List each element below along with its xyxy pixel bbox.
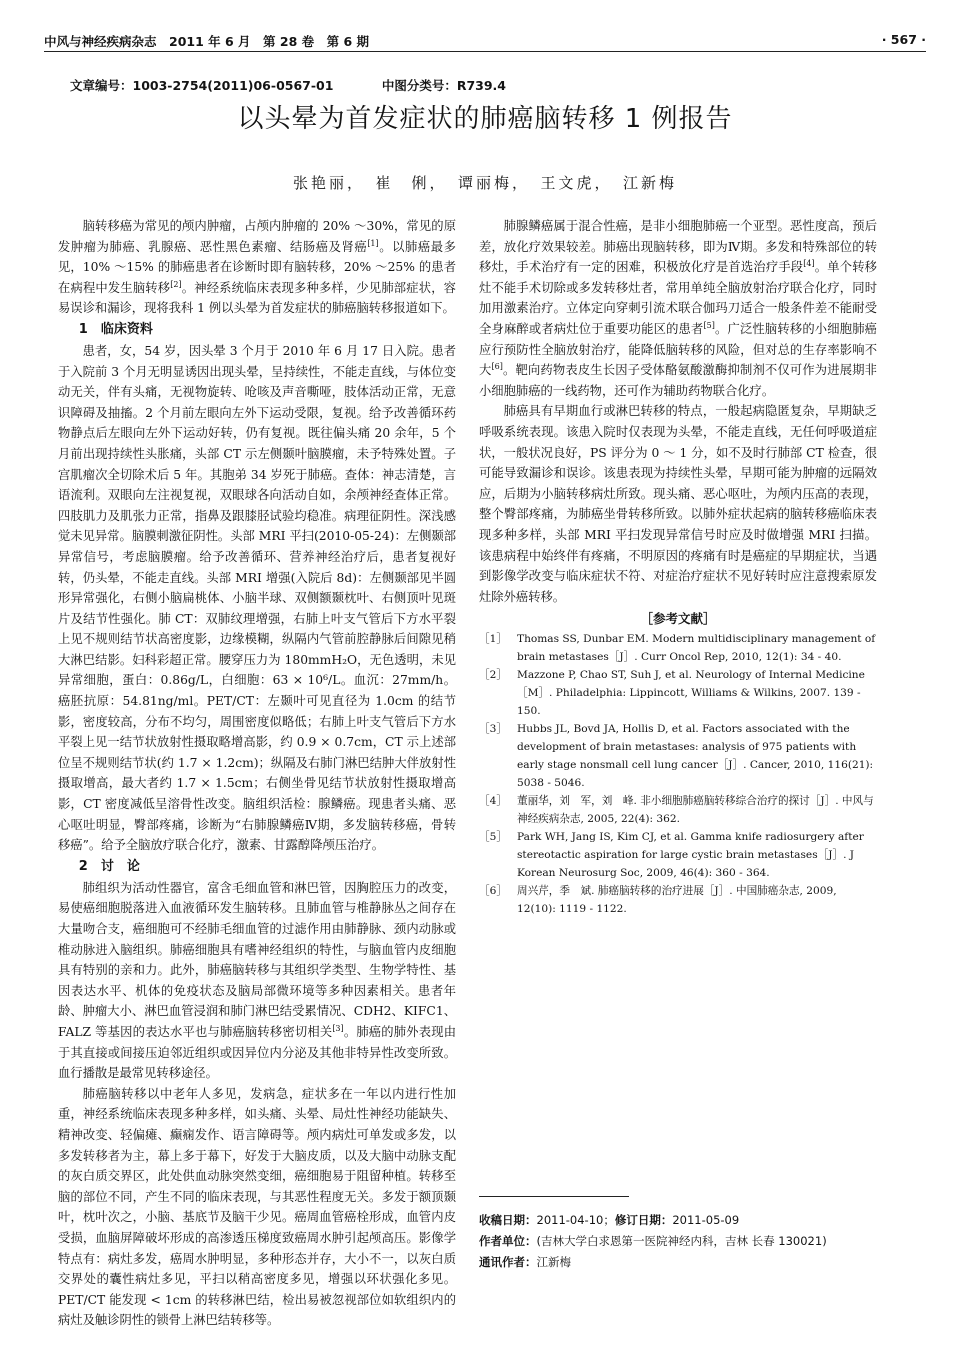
reference-item [479,792,877,828]
citation-marker: [5] [703,320,715,330]
affiliation-label: 作者单位： [479,1234,537,1248]
reference-item [479,882,877,918]
section-heading-clinical: 1 临床资料 [78,321,153,337]
citation-marker: [1] [367,238,379,248]
discussion-paragraph-1: 肺组织为活动性器官，富含毛细血管和淋巴管，因胸腔压力的改变，易使癌细胞脱落进入血液循环发生脑转移。且肺血管与椎静脉丛之间存在大量吻合支，癌细胞可不经肺毛细血管的过滤作用由肺静脉、颈内动脉或椎动脉进入脑组织。肺癌细胞具有嗜神经组织的特性，与脑血管内皮细胞具有特别的亲和力。此外，肺癌脑转移与其组织学类型、生物学特性、基因表达水平、机体的免疫状态及脑局部微环境等多种因素相关。患者年龄、肿瘤大小、淋巴血管浸润和肺门淋巴结受累情况、CDH2、KIFC1、FALZ 等基因的表达水平也与肺癌脑转移密切相关[3]。肺癌的肺外表现由于其直接或间接压迫邻近组织或因异位内分泌及其他非特异性改变所致。血行播散是最常见转移途径。 [58,880,456,1081]
discussion-paragraph-4: 肺癌具有早期血行或淋巴转移的特点，一般起病隐匿复杂，早期缺乏呼吸系统表现。该患入院时仅表现为头晕，不能走直线，无任何呼吸道症状，一般状况良好，PS 评分为 0 ～ 1 分，如不及时行肺部 CT 检查，很可能导致漏诊和误诊。该患表现为持续性头晕，早期可能为肿瘤的远隔效应，后期为小脑转移病灶所致。现头痛、恶心呕吐，为颅内压高的表现，整个臀部疼痛，为肺癌坐骨转移所致。以肺外症状起病的脑转移癌临床表现多种多样，头部 MRI 平扫发现异常信号时应及时做增强 MRI 扫描。该患病程中始终伴有疼痛，不明原因的疼痛有时是癌症的早期症状，当遇到影像学改变与临床症状不符、对症治疗症状不见好转时应注意搜索原发灶除外癌转移。 [479,404,877,604]
revised-label: 修订日期： [614,1213,673,1227]
article-id: 文章编号：1003-2754(2011)06-0567-01 [70,78,334,93]
footnotes [479,1210,899,1273]
page-number: · 567 · [881,32,926,47]
running-head [44,30,926,50]
reference-number: ［6］ [479,885,507,898]
author-list: 张艳丽， 崔 俐， 谭丽梅， 王文虎， 江新梅 [292,174,677,192]
discussion-paragraph-3: 肺腺鳞癌属于混合性癌，是非小细胞肺癌一个亚型。恶性度高，预后差，放化疗效果较差。肺癌出现脑转移，即为Ⅳ期。多发和特殊部位的转移灶，手术治疗有一定的困难，积极放化疗是首选治疗手段[4]。单个转移灶不能手术切除或多发转移灶者，常用单纯全脑放射治疗联合化疗，同时加用激素治疗。立体定向穿刺引流术联合伽玛刀适合一般条件差不能耐受全身麻醉或者病灶位于重要功能区的患者[5]。广泛性脑转移的小细胞肺癌应行预防性全脑放射治疗，能降低脑转移的风险，但对总的生存率影响不大[6]。靶向药物表皮生长因子受体酪氨酸激酶抑制剂不仅可作为进展期非小细胞肺癌的一线药物，还可作为辅助药物联合化疗。 [479,219,877,398]
reference-number: ［5］ [479,831,507,844]
left-column [58,216,456,1331]
affiliation-line [479,1231,899,1252]
references-heading: ［参考文献］ [640,611,716,627]
reference-item [479,720,877,792]
corresponding-author: 江新梅 [536,1255,571,1269]
reference-item [479,666,877,720]
discussion-paragraph-2: 肺癌脑转移以中老年人多见，发病急，症状多在一年以内进行性加重，神经系统临床表现多种多样，如头痛、头晕、局灶性神经功能缺失、精神改变、轻偏瘫、癫痫发作、语言障碍等。颅内病灶可单发或多发，以多发转移者为主，幕上多于幕下，好发于大脑皮质，以及大脑中动脉支配的灰白质交界区，此处供血动脉突然变细，癌细胞易于阻留种植。转移至脑的部位不同，产生不同的临床表现，与其恶性程度无关。多发于额顶颞叶，枕叶次之，小脑、基底节及脑干少见。癌周血管癌栓形成，血管内皮受损，血脑屏障破坏形成的高渗透压梯度致癌周水肿引起颅高压。影像学特点有：病灶多发，癌周水肿明显，多种形态并存，大小不一，以灰白质交界处的囊性病灶多见，平扫以稍高密度多见，增强以环状强化多见。PET/CT 能发现 < 1cm 的转移淋巴结，检出易被忽视部位如软组织内的病灶及触诊阴性的锁骨上淋巴结转移等。 [58,1086,456,1328]
case-paragraph: 患者，女，54 岁，因头晕 3 个月于 2010 年 6 月 17 日入院。患者于入院前 3 个月无明显诱因出现头晕，呈持续性，不能走直线，与体位变动无关，伴有头痛，无视物旋转、呛咳及声音嘶哑，肢体活动正常，无意识障碍及抽搐。2 个月前左眼向左外下运动受限，复视。给予改善循环药物静点后左眼向左外下运动好转，仍有复视。既往偏头痛 20 余年，5 个月前出现持续性头胀痛，头部 CT 示左侧颞叶脑膜瘤，未予特殊处置。子宫肌瘤次全切除术后 5 年。其胞弟 34 岁死于肺癌。查体：神志清楚，言语流利。双眼向左注视复视，双眼球各向活动自如，余颅神经查体正常。四肢肌力及肌张力正常，指鼻及跟膝胫试验均稳准。病理征阴性。深浅感觉未见异常。脑膜刺激征阴性。头部 MRI 平扫(2010-05-24)：左侧颞部异常信号，考虑脑膜瘤。给予改善循环、营养神经治疗后，患者复视好转，仍头晕，不能走直线。头部 MRI 增强(入院后 8d)：左侧颞部见半圆形异常强化，右侧小脑扁桃体、小脑半球、双侧额颞枕叶、右侧顶叶见斑片及结节性强化。肺 CT：双肺纹理增强，右肺上叶支气管后下方水平裂上见不规则结节状高密度影，边缘模糊，纵隔内气管前腔静脉后间隙见稍大淋巴结影。妇科彩超正常。腰穿压力为 180mmH₂O，无色透明，未见异常细胞，蛋白：0.86g/L，白细胞：63 × 10⁶/L。血沉：27mm/h。癌胚抗原：54.81ng/ml。PET/CT：左颞叶可见直径为 1.0cm 的结节影，密度较高，分布不均匀，周围密度似略低；右肺上叶支气管后下方水平裂上见一结节状放射性摄取略增高影，约 0.9 × 0.7cm，CT 示上述部位呈不规则结节状(约 1.7 × 1.2cm)；纵隔及右肺门淋巴结肿大伴放射性摄取增高，最大者约 1.7 × 1.5cm；右侧坐骨见结节状放射性摄取增高影，CT 密度减低呈溶骨性改变。脑组织活检：腺鳞癌。现患者头痛、恶心呕吐明显，臀部疼痛，诊断为“右肺腺鳞癌Ⅳ期，多发脑转移癌，骨转移癌”。给予全脑放疗联合化疗，激素、甘露醇降颅压治疗。 [58,343,456,853]
reference-item [479,630,877,666]
clc-number: 中图分类号：R739.4 [381,78,506,93]
affiliation-value: (吉林大学白求恩第一医院神经内科，吉林 长春 130021) [536,1234,827,1248]
corresponding-line [479,1252,899,1273]
header-divider [44,51,926,52]
citation-marker: [3] [332,1023,344,1033]
reference-number: ［1］ [479,633,507,646]
corresponding-label: 通讯作者： [479,1255,537,1269]
right-column [479,216,877,918]
intro-paragraph: 脑转移癌为常见的颅内肿瘤，占颅内肿瘤的 20% ～30%，常见的原发肿瘤为肺癌、乳腺癌、恶性黑色素瘤、结肠癌及肾癌[1]。以肺癌最多见，10% ～15% 的肺癌患者在诊断时即有脑转移，20% ～25% 的患者在病程中发生脑转移[2]。神经系统临床表现多种多样，少见肺部症状，容易误诊和漏诊，现将我科 1 例以头晕为首发症状的肺癌脑转移报道如下。 [58,219,456,316]
reference-text: 周兴芹，季 斌. 肺癌脑转移的治疗进展［J］. 中国肺癌杂志, 2009, 12(10): 1119 - 1122. [517,885,837,916]
footnote-divider [479,1196,629,1197]
citation-marker: [4] [803,259,815,269]
reference-text: 董丽华，刘 军，刘 峰. 非小细胞肺癌脑转移综合治疗的探讨［J］. 中风与神经疾病杂志, 2005, 22(4): 362. [517,795,874,826]
citation-marker: [2] [170,279,182,289]
revised-date: 2011-05-09 [672,1213,740,1227]
classification-line [70,76,506,94]
reference-number: ［2］ [479,669,507,682]
received-date: 2011-04-10； [536,1213,615,1227]
reference-text: Thomas SS, Dunbar EM. Modern multidisciplinary management of brain metastases［J］. Curr Oncol Rep, 2010, 12(1): 34 - 40. [517,633,876,664]
dates-line [479,1210,899,1231]
section-heading-discussion: 2 讨 论 [78,858,140,874]
article-title: 以头晕为首发症状的肺癌脑转移 1 例报告 [237,104,733,134]
reference-text: Mazzone P, Chao ST, Suh J, et al. Neurology of Internal Medicine［M］. Philadelphia: Lippincott, Williams & Wilkins, 2007. 139 - 150. [517,669,865,718]
reference-number: ［4］ [479,795,507,808]
reference-text: Park WH, Jang IS, Kim CJ, et al. Gamma knife radiosurgery after stereotactic aspiration for large cystic brain metastases［J］. J Korean Neurosurg Soc, 2009, 46(4): 360 - 364. [517,831,864,880]
reference-item [479,828,877,882]
reference-number: ［3］ [479,723,507,736]
reference-list [479,630,877,918]
received-label: 收稿日期： [479,1213,537,1227]
reference-text: Hubbs JL, Bovd JA, Hollis D, et al. Factors associated with the development of brain metastases: analysis of 975 patients with early stage nonsmall cell lung cancer［J］. Cancer, 2010, 116(21): 5038 - 5046. [517,723,874,790]
journal-issue: 中风与神经疾病杂志 2011 年 6 月 第 28 卷 第 6 期 [44,34,370,49]
citation-marker: [6] [491,362,503,372]
